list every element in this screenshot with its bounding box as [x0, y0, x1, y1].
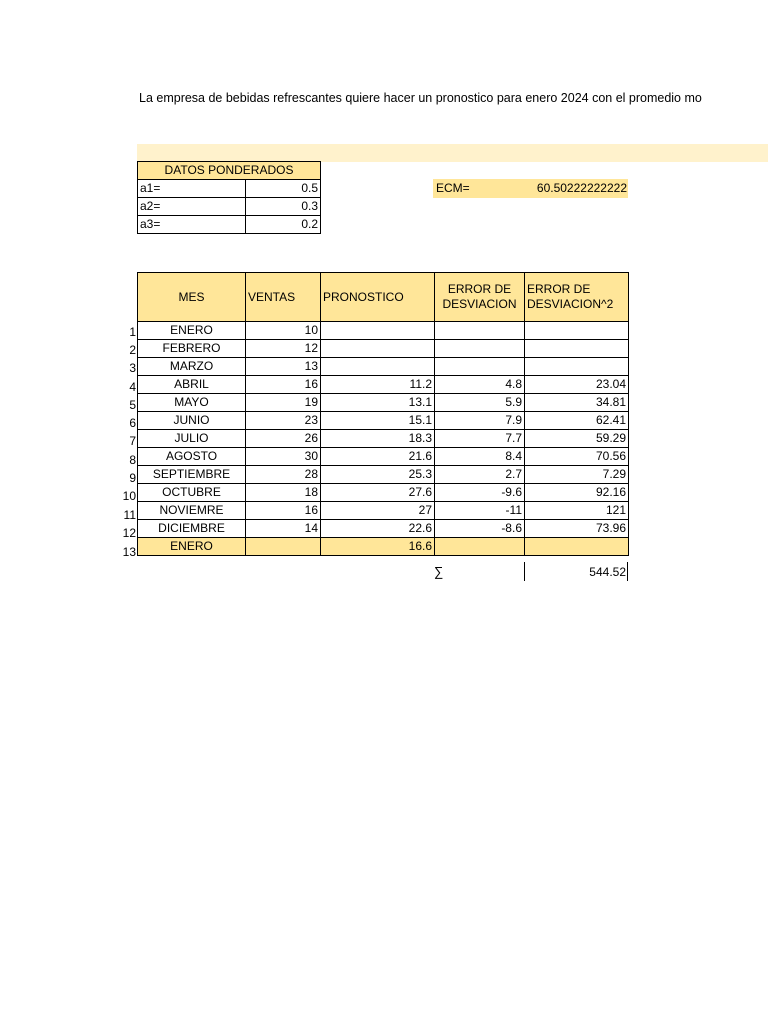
- cell-mes[interactable]: SEPTIEMBRE: [138, 466, 246, 484]
- cell-error2[interactable]: 73.96: [525, 520, 629, 538]
- ecm-value: 60.50222222222: [536, 181, 627, 195]
- cell-ventas[interactable]: 16: [246, 502, 321, 520]
- sum-symbol: ∑: [434, 564, 444, 579]
- cell-pronostico[interactable]: 25.3: [321, 466, 435, 484]
- row-number: 13: [122, 545, 136, 559]
- cell-ventas[interactable]: 19: [246, 394, 321, 412]
- cell-ventas[interactable]: 26: [246, 430, 321, 448]
- table-row: [138, 448, 629, 466]
- cell-error2[interactable]: [525, 322, 629, 340]
- sum-value[interactable]: 544.52: [589, 565, 626, 579]
- cell-ventas[interactable]: 12: [246, 340, 321, 358]
- cell-mes[interactable]: ENERO: [138, 322, 246, 340]
- cell-error2[interactable]: 34.81: [525, 394, 629, 412]
- cell-mes[interactable]: JUNIO: [138, 412, 246, 430]
- cell-pronostico[interactable]: 27.6: [321, 484, 435, 502]
- cell-pronostico[interactable]: 22.6: [321, 520, 435, 538]
- weights-row: [138, 216, 321, 234]
- row-number: 11: [123, 508, 136, 522]
- cell-error2[interactable]: [525, 340, 629, 358]
- forecast-pronostico[interactable]: 16.6: [321, 538, 435, 556]
- header-pronostico[interactable]: PRONOSTICO: [321, 273, 435, 322]
- cell-mes[interactable]: ABRIL: [138, 376, 246, 394]
- cell-error2[interactable]: [525, 358, 629, 376]
- weight-value[interactable]: 0.3: [246, 198, 321, 216]
- row-number: 9: [129, 471, 136, 485]
- row-number: 2: [129, 343, 136, 357]
- cell-mes[interactable]: OCTUBRE: [138, 484, 246, 502]
- cell-error[interactable]: 2.7: [435, 466, 525, 484]
- table-row: [138, 484, 629, 502]
- cell-ventas[interactable]: 30: [246, 448, 321, 466]
- cell-ventas[interactable]: 18: [246, 484, 321, 502]
- cell-error2[interactable]: 7.29: [525, 466, 629, 484]
- weight-value[interactable]: 0.2: [246, 216, 321, 234]
- cell-error[interactable]: -9.6: [435, 484, 525, 502]
- cell-mes[interactable]: NOVIEMRE: [138, 502, 246, 520]
- header-row: [138, 273, 629, 322]
- weights-row: [138, 198, 321, 216]
- cell-mes[interactable]: AGOSTO: [138, 448, 246, 466]
- cell-error[interactable]: 4.8: [435, 376, 525, 394]
- header-mes[interactable]: MES: [138, 273, 246, 322]
- row-number: 10: [122, 489, 136, 503]
- cell-error2[interactable]: 59.29: [525, 430, 629, 448]
- cell-pronostico[interactable]: 11.2: [321, 376, 435, 394]
- forecast-error[interactable]: [435, 538, 525, 556]
- weights-row: [138, 180, 321, 198]
- cell-pronostico[interactable]: [321, 358, 435, 376]
- cell-error[interactable]: 7.7: [435, 430, 525, 448]
- cell-pronostico[interactable]: 18.3: [321, 430, 435, 448]
- cell-pronostico[interactable]: 13.1: [321, 394, 435, 412]
- weight-label[interactable]: a2=: [138, 198, 246, 216]
- row-number: 3: [129, 361, 136, 375]
- table-row: [138, 340, 629, 358]
- cell-error[interactable]: [435, 322, 525, 340]
- row-number: 1: [129, 325, 136, 339]
- cell-pronostico[interactable]: [321, 340, 435, 358]
- table-row: [138, 412, 629, 430]
- table-row: [138, 394, 629, 412]
- cell-mes[interactable]: JULIO: [138, 430, 246, 448]
- cell-error[interactable]: 8.4: [435, 448, 525, 466]
- table-row: [138, 322, 629, 340]
- header-error[interactable]: ERROR DE DESVIACION: [435, 273, 525, 322]
- cell-error[interactable]: -8.6: [435, 520, 525, 538]
- cell-error[interactable]: [435, 340, 525, 358]
- cell-ventas[interactable]: 14: [246, 520, 321, 538]
- table-row: [138, 430, 629, 448]
- cell-pronostico[interactable]: 27: [321, 502, 435, 520]
- sum-divider: [627, 562, 628, 581]
- table-row: [138, 502, 629, 520]
- cell-mes[interactable]: FEBRERO: [138, 340, 246, 358]
- cell-ventas[interactable]: 16: [246, 376, 321, 394]
- cell-ventas[interactable]: 10: [246, 322, 321, 340]
- forecast-row: [138, 538, 629, 556]
- cell-error2[interactable]: 62.41: [525, 412, 629, 430]
- table-row: [138, 466, 629, 484]
- sales-table: [137, 272, 629, 556]
- cell-mes[interactable]: MARZO: [138, 358, 246, 376]
- cell-ventas[interactable]: 23: [246, 412, 321, 430]
- row-number: 4: [129, 380, 136, 394]
- cell-ventas[interactable]: 13: [246, 358, 321, 376]
- cell-mes[interactable]: DICIEMBRE: [138, 520, 246, 538]
- forecast-error2[interactable]: [525, 538, 629, 556]
- ecm-label: ECM=: [436, 181, 470, 195]
- table-row: [138, 520, 629, 538]
- cell-error[interactable]: 7.9: [435, 412, 525, 430]
- cell-error2[interactable]: 23.04: [525, 376, 629, 394]
- cell-error2[interactable]: 121: [525, 502, 629, 520]
- cell-pronostico[interactable]: 15.1: [321, 412, 435, 430]
- forecast-ventas[interactable]: [246, 538, 321, 556]
- row-number: 7: [129, 434, 136, 448]
- weight-label[interactable]: a3=: [138, 216, 246, 234]
- cell-ventas[interactable]: 28: [246, 466, 321, 484]
- row-number: 8: [129, 453, 136, 467]
- weights-table: [137, 161, 321, 234]
- cell-pronostico[interactable]: 21.6: [321, 448, 435, 466]
- forecast-mes[interactable]: ENERO: [138, 538, 246, 556]
- cell-pronostico[interactable]: [321, 322, 435, 340]
- cell-error[interactable]: 5.9: [435, 394, 525, 412]
- cell-error2[interactable]: 92.16: [525, 484, 629, 502]
- header-error2[interactable]: ERROR DE DESVIACION^2: [525, 273, 629, 322]
- cell-mes[interactable]: MAYO: [138, 394, 246, 412]
- weight-label[interactable]: a1=: [138, 180, 246, 198]
- cell-error2[interactable]: 70.56: [525, 448, 629, 466]
- cell-error[interactable]: -11: [435, 502, 525, 520]
- weights-title[interactable]: DATOS PONDERADOS: [138, 162, 321, 180]
- row-number: 6: [129, 416, 136, 430]
- row-number: 12: [122, 526, 136, 540]
- table-row: [138, 358, 629, 376]
- cell-error[interactable]: [435, 358, 525, 376]
- weight-value[interactable]: 0.5: [246, 180, 321, 198]
- header-ventas[interactable]: VENTAS: [246, 273, 321, 322]
- highlight-band: [137, 144, 768, 162]
- row-number: 5: [129, 398, 136, 412]
- table-row: [138, 376, 629, 394]
- intro-text: La empresa de bebidas refrescantes quiere hacer un pronostico para enero 2024 con el promedio mo: [139, 91, 702, 105]
